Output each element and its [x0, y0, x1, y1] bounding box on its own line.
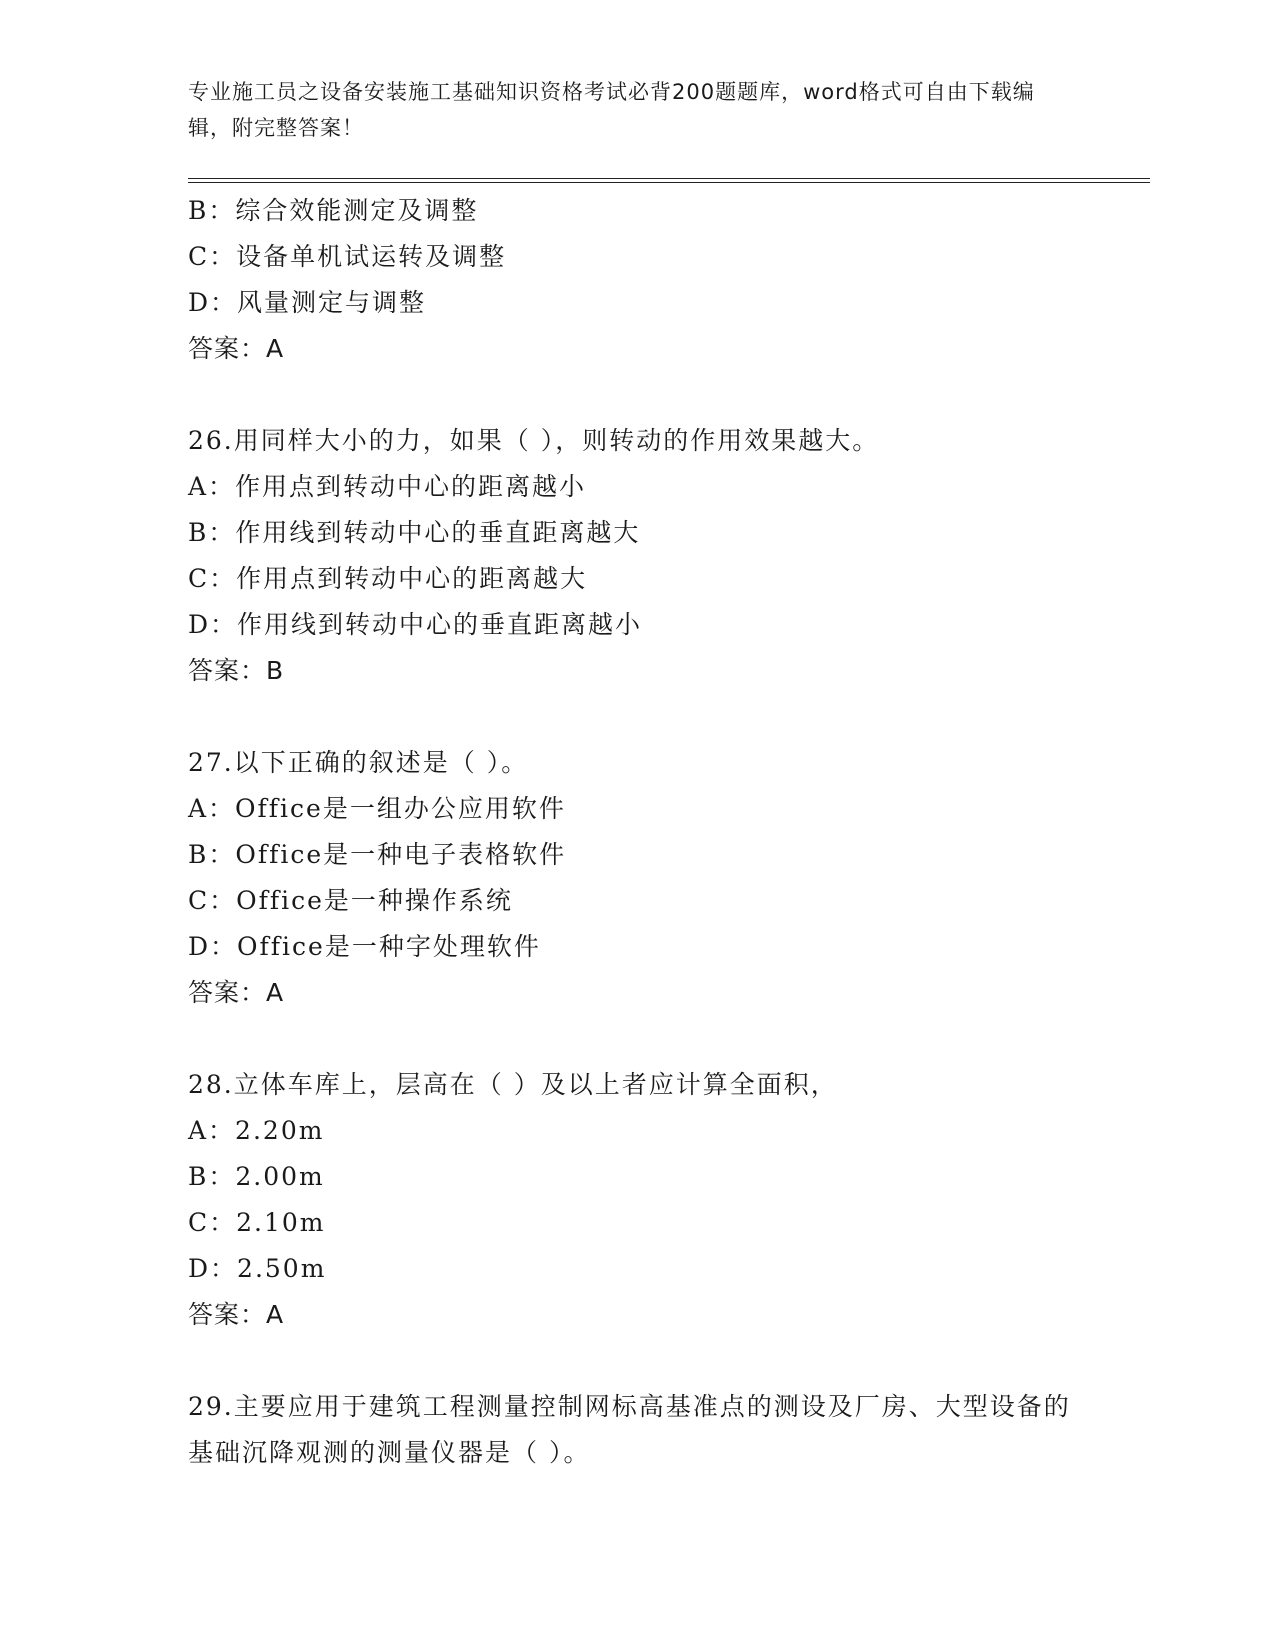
- option-a: A：2.20m: [188, 1116, 325, 1145]
- option-b: B：作用线到转动中心的垂直距离越大: [188, 518, 641, 547]
- answer-line: 答案：A: [188, 1300, 285, 1329]
- option-d: D：2.50m: [188, 1254, 327, 1283]
- option-c: C：Office是一种操作系统: [188, 886, 513, 915]
- option-c: C：作用点到转动中心的距离越大: [188, 564, 588, 593]
- header-rule-bottom: [188, 182, 1150, 183]
- question-stem: 27.以下正确的叙述是（ ）。: [188, 748, 529, 777]
- question-stem: 29.主要应用于建筑工程测量控制网标高基准点的测设及厂房、大型设备的基础沉降观测的测量仪器是（ ）。: [188, 1392, 1071, 1467]
- option-b: B：综合效能测定及调整: [188, 196, 479, 225]
- document-header: 专业施工员之设备安装施工基础知识资格考试必背200题题库，word格式可自由下载编辑，附完整答案！: [188, 80, 1035, 140]
- question-stem: 28.立体车库上，层高在（ ）及以上者应计算全面积，: [188, 1070, 838, 1099]
- header-rule-top: [188, 178, 1150, 179]
- option-b: B：2.00m: [188, 1162, 325, 1191]
- option-c: C：2.10m: [188, 1208, 326, 1237]
- option-c: C：设备单机试运转及调整: [188, 242, 507, 271]
- answer-line: 答案：A: [188, 978, 285, 1007]
- option-d: D：风量测定与调整: [188, 288, 427, 317]
- question-list: [188, 188, 1088, 1476]
- option-d: D：Office是一种字处理软件: [188, 932, 541, 961]
- option-a: A：Office是一组办公应用软件: [188, 794, 566, 823]
- option-a: A：作用点到转动中心的距离越小: [188, 472, 587, 501]
- question-stem: 26.用同样大小的力，如果（ ），则转动的作用效果越大。: [188, 426, 880, 455]
- answer-line: 答案：B: [188, 656, 285, 685]
- option-b: B：Office是一种电子表格软件: [188, 840, 567, 869]
- answer-line: 答案：A: [188, 334, 285, 363]
- option-d: D：作用线到转动中心的垂直距离越小: [188, 610, 643, 639]
